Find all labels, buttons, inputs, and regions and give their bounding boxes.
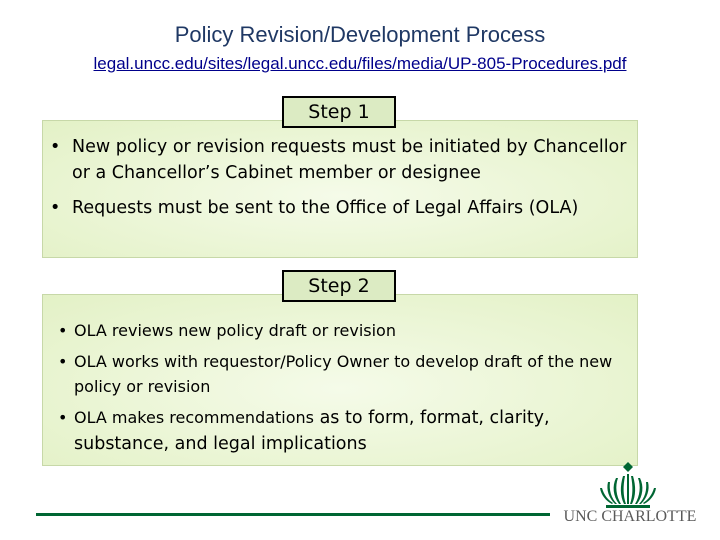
list-item [58, 405, 628, 457]
list-item-text: Requests must be sent to the Office of Legal Affairs (OLA) [72, 198, 579, 218]
footer-divider [36, 513, 550, 516]
list-item-text-large: as to form, format, clarity, substance, and legal implications [74, 408, 550, 454]
list-item-text: OLA reviews new policy draft or revision [74, 321, 396, 340]
list-item-text: New policy or revision requests must be initiated by Chancellor or a Chancellor’s Cabinet member or designee [72, 137, 627, 183]
bullet-icon: • [58, 321, 68, 340]
list-item [58, 349, 628, 399]
list-item-text: OLA makes recommendations [74, 408, 315, 427]
bullet-icon: • [50, 137, 61, 157]
bullet-icon: • [50, 198, 61, 218]
bullet-icon: • [58, 408, 68, 427]
logo-wordmark: UNC CHARLOTTE [563, 508, 697, 525]
source-link[interactable]: legal.uncc.edu/sites/legal.uncc.edu/files/media/UP-805-Procedures.pdf [93, 54, 627, 73]
page-title: Policy Revision/Development Process [174, 22, 546, 47]
unc-charlotte-logo [560, 462, 700, 532]
crown-logo-icon [596, 462, 660, 510]
bullet-icon: • [58, 352, 68, 371]
list-item [50, 134, 630, 186]
list-item [58, 318, 628, 343]
list-item-text: OLA works with requestor/Policy Owner to develop draft of the new policy or revision [74, 352, 613, 396]
step1-bullet-list [50, 134, 630, 230]
step2-label: Step 2 [282, 270, 396, 302]
step2-bullet-list [58, 318, 628, 463]
step1-label: Step 1 [282, 96, 396, 128]
list-item [50, 195, 630, 221]
